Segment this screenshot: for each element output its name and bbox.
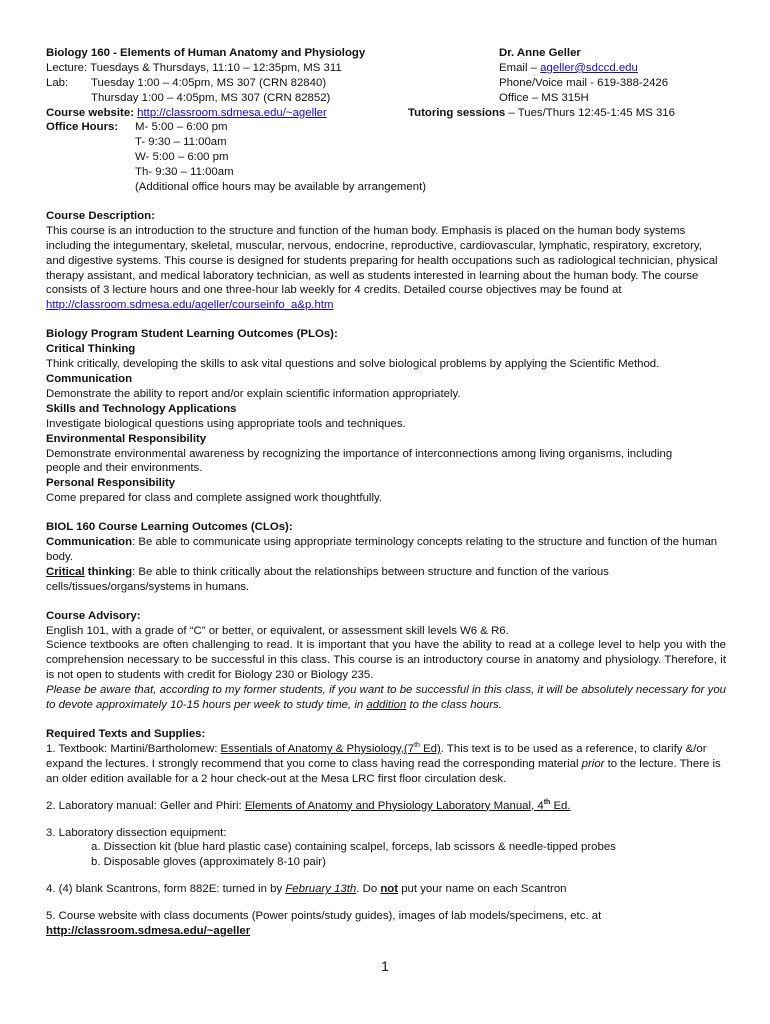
- course-website-link[interactable]: http://classroom.sdmesa.edu/~ageller: [137, 106, 327, 119]
- plo-title: Skills and Technology Applications: [46, 402, 237, 415]
- lecture-schedule: Lecture: Tuesdays & Thursdays, 11:10 – 12:35pm, MS 311: [46, 61, 342, 74]
- instructor-office: Office – MS 315H: [499, 91, 589, 104]
- tutoring-sessions: Tutoring sessions – Tues/Thurs 12:45-1:45 MS 316: [408, 106, 675, 119]
- lab-schedule-thursday: Thursday 1:00 – 4:05pm, MS 307 (CRN 82852): [91, 91, 331, 104]
- instructor-phone: Phone/Voice mail - 619-388-2426: [499, 76, 669, 89]
- header-row-1: [46, 46, 726, 61]
- section-heading: Course Description:: [46, 209, 155, 222]
- page-number: 1: [381, 958, 389, 974]
- course-website-url[interactable]: http://classroom.sdmesa.edu/~ageller: [46, 925, 251, 938]
- office-hours-entry: T- 9:30 – 11:00am: [135, 136, 227, 149]
- plo-text: Investigate biological questions using appropriate tools and techniques.: [46, 417, 406, 430]
- course-description-text: This course is an introduction to the structure and function of the human body. Emphasis is placed on the human body systems including the integumentary, skeletal, muscular, nervous, endocrine, reproductive, cardiovascular, lymphatic, respiratory, excretory, and digestive systems. This course is designed for students preparing for health occupations such as radiological technician, physical therapy assistant, and medical laboratory technician, as well as students interested in learning about the human body. The course consists of 3 lecture hours and one three-hour lab weekly for 4 credits. Detailed course objectives may be found at http://classroom.sdmesa.edu/ageller/courseinfo_a&p.htm: [46, 224, 718, 312]
- course-website: Course website: http://classroom.sdmesa.edu/~ageller: [46, 106, 327, 119]
- header-row-4: [46, 91, 726, 106]
- instructor-email: Email – ageller@sdccd.edu: [499, 61, 638, 74]
- advisory-prerequisite: English 101, with a grade of “C” or better, or equivalent, or assessment skill levels W6 & R6.: [46, 624, 509, 637]
- scantrons-item: 4. (4) blank Scantrons, form 882E: turned in by February 13th. Do not put your name on each Scantron: [46, 883, 567, 896]
- header-row-3: [46, 76, 726, 91]
- plo-text: Come prepared for class and complete assigned work thoughtfully.: [46, 492, 382, 505]
- plo-text: Think critically, developing the skills to ask vital questions and solve biological problems by applying the Scientific Method.: [46, 358, 660, 371]
- office-hours-entry: M- 5:00 – 6:00 pm: [135, 121, 228, 134]
- header-row-5: [46, 106, 726, 121]
- clo-communication: Communication: Be able to communicate using appropriate terminology concepts relating to the structure and function of the human body.: [46, 536, 718, 563]
- section-heading: Course Advisory:: [46, 609, 141, 622]
- course-objectives-link[interactable]: http://classroom.sdmesa.edu/ageller/courseinfo_a&p.htm: [46, 299, 334, 312]
- clo-section: [46, 520, 726, 595]
- lab-schedule-tuesday: Tuesday 1:00 – 4:05pm, MS 307 (CRN 82840): [91, 76, 327, 89]
- course-title: Biology 160 - Elements of Human Anatomy and Physiology: [46, 47, 366, 59]
- course-description-section: [46, 209, 726, 313]
- syllabus-page: [46, 46, 726, 939]
- advisory-study-time-note: Please be aware that, according to my former students, if you want to be successful in this class, it will be absolutely necessary for you to devote approximately 10-15 hours per week to study time, in addition to the class hours.: [46, 684, 726, 712]
- plo-title: Communication: [46, 372, 133, 385]
- office-hours-entry: W- 5:00 – 6:00 pm: [135, 151, 229, 164]
- plo-section: [46, 327, 726, 506]
- section-heading: BIOL 160 Course Learning Outcomes (CLOs):: [46, 521, 293, 534]
- header-row-2: [46, 61, 726, 76]
- office-hours-row-1: [46, 120, 726, 135]
- plo-title: Environmental Responsibility: [46, 432, 207, 445]
- clo-critical-thinking: Critical thinking: Be able to think critically about the relationships between structure and function of the various cells/tissues/organs/systems in humans.: [46, 565, 609, 593]
- office-hours-label: Office Hours:: [46, 121, 119, 134]
- advisory-section: [46, 609, 726, 713]
- textbook-item: 1. Textbook: Martini/Bartholomew: Essentials of Anatomy & Physiology,(7th Ed). This text is to be used as a reference, to clarify &/or expand the lectures. I strongly recommend that you come to class having read the corresponding material prior to the lecture. There is an older edition available for a 2 hour check-out at the Mesa LRC first floor circulation desk.: [46, 742, 721, 785]
- instructor-name: Dr. Anne Geller: [499, 47, 581, 59]
- plo-title: Personal Responsibility: [46, 477, 176, 490]
- advisory-paragraph: Science textbooks are often challenging to read. It is important that you have the ability to read at a college level to help you with the comprehension necessary to be successful in this class. This course is an introductory course in anatomy and physiology. Therefore, it is not open to students with credit for Biology 230 or Biology 235.: [46, 639, 726, 682]
- dissection-equipment-item: 3. Laboratory dissection equipment:: [46, 826, 227, 839]
- required-texts-section: [46, 727, 726, 939]
- office-hours-entry: Th- 9:30 – 11:00am: [135, 166, 234, 179]
- office-hours-entry: (Additional office hours may be available by arrangement): [135, 181, 427, 194]
- course-website-item: 5. Course website with class documents (Power points/study guides), images of lab models/specimens, etc. at: [46, 910, 602, 923]
- plo-text: Demonstrate the ability to report and/or explain scientific information appropriately.: [46, 387, 461, 400]
- gloves-subitem: b. Disposable gloves (approximately 8-10 pair): [91, 856, 326, 869]
- plo-title: Critical Thinking: [46, 343, 136, 356]
- section-heading: Biology Program Student Learning Outcomes (PLOs):: [46, 328, 338, 341]
- plo-text: Demonstrate environmental awareness by recognizing the importance of interconnections among living organisms, including people and their environments.: [46, 447, 673, 475]
- email-link[interactable]: ageller@sdccd.edu: [540, 61, 638, 74]
- lab-label: Lab:: [46, 76, 69, 89]
- lab-manual-item: 2. Laboratory manual: Geller and Phiri: Elements of Anatomy and Physiology Laboratory Manual, 4th Ed.: [46, 798, 571, 812]
- dissection-kit-subitem: a. Dissection kit (blue hard plastic case) containing scalpel, forceps, lab scissors & needle-tipped probes: [91, 841, 616, 854]
- section-heading: Required Texts and Supplies:: [46, 728, 206, 740]
